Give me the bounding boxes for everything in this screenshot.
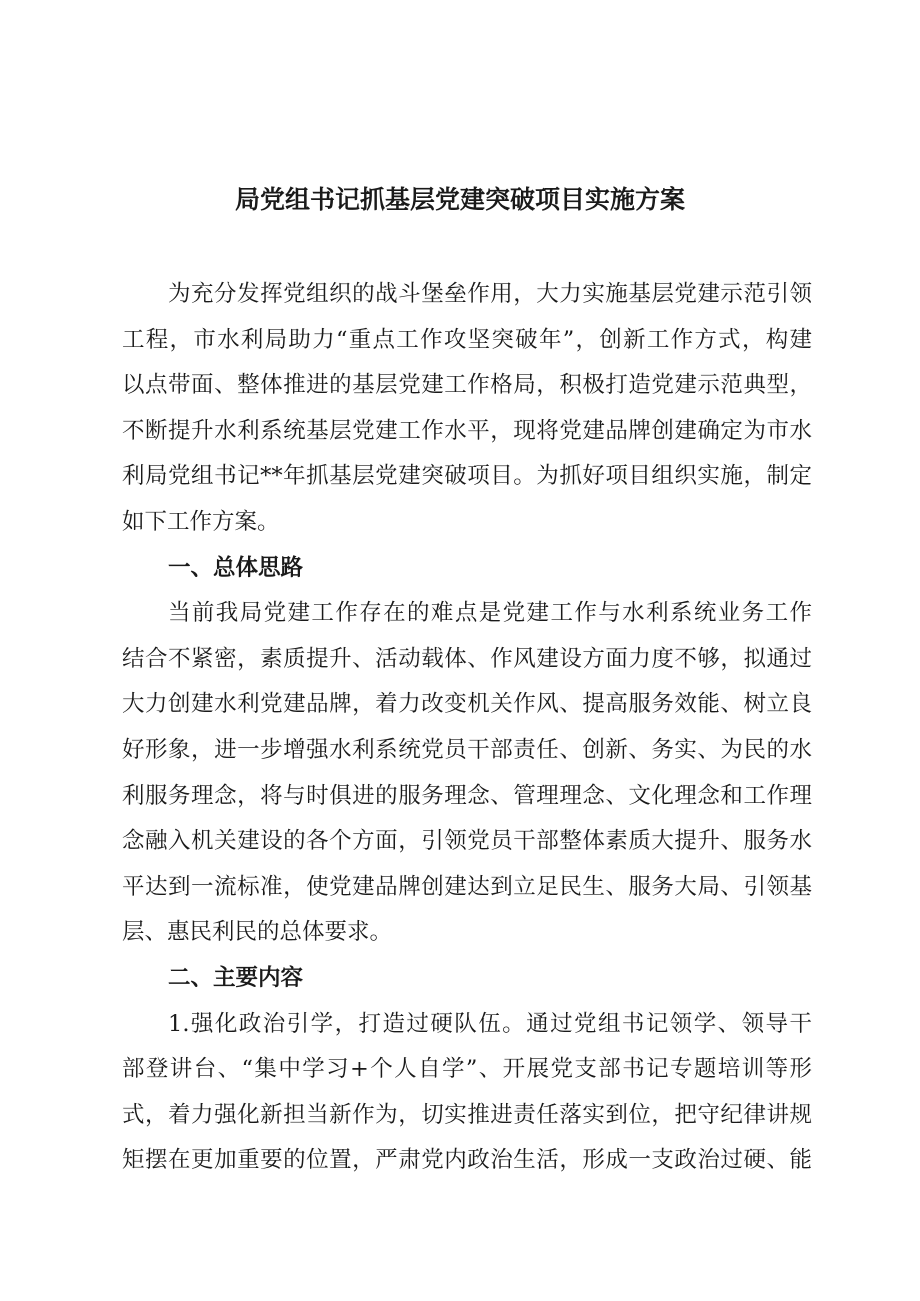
paragraph-line: 层、惠民利民的总体要求。 bbox=[122, 919, 393, 946]
paragraph-line: 大力创建水利党建品牌，着力改变机关作风、提高服务效能、树立良 bbox=[122, 691, 812, 718]
paragraph-line: 1.强化政治引学，打造过硬队伍。通过党组书记领学、领导干 bbox=[168, 1010, 812, 1037]
section-heading-overall-idea: 一、总体思路 bbox=[168, 554, 304, 581]
paragraph-line: 利服务理念，将与时俱进的服务理念、管理理念、文化理念和工作理 bbox=[122, 782, 812, 809]
paragraph-line: 以点带面、整体推进的基层党建工作格局，积极打造党建示范典型， bbox=[122, 372, 812, 399]
paragraph-line: 为充分发挥党组织的战斗堡垒作用，大力实施基层党建示范引领 bbox=[168, 281, 812, 307]
paragraph-line: 念融入机关建设的各个方面，引领党员干部整体素质大提升、服务水 bbox=[122, 828, 812, 855]
document-title: 局党组书记抓基层党建突破项目实施方案 bbox=[234, 185, 685, 214]
paragraph-line: 利局党组书记**年抓基层党建突破项目。为抓好项目组织实施，制定 bbox=[122, 463, 812, 490]
paragraph-line: 部登讲台、“集中学习+个人自学”、开展党支部书记专题培训等形 bbox=[122, 1056, 812, 1083]
document-body bbox=[122, 272, 812, 1184]
paragraph-line: 如下工作方案。 bbox=[122, 508, 280, 535]
paragraph-line: 不断提升水利系统基层党建工作水平，现将党建品牌创建确定为市水 bbox=[122, 417, 812, 444]
paragraph-line: 平达到一流标准，使党建品牌创建达到立足民生、服务大局、引领基 bbox=[122, 873, 812, 900]
paragraph-line: 工程，市水利局助力“重点工作攻坚突破年”，创新工作方式，构建 bbox=[122, 326, 812, 353]
section-heading-main-content: 二、主要内容 bbox=[168, 964, 304, 991]
paragraph-line: 结合不紧密，素质提升、活动载体、作风建设方面力度不够，拟通过 bbox=[122, 645, 812, 672]
paragraph-line: 好形象，进一步增强水利系统党员干部责任、创新、务实、为民的水 bbox=[122, 736, 812, 763]
paragraph-line: 当前我局党建工作存在的难点是党建工作与水利系统业务工作 bbox=[168, 600, 812, 627]
paragraph-line: 矩摆在更加重要的位置，严肃党内政治生活，形成一支政治过硬、能 bbox=[122, 1147, 812, 1174]
paragraph-line: 式，着力强化新担当新作为，切实推进责任落实到位，把守纪律讲规 bbox=[122, 1101, 812, 1128]
